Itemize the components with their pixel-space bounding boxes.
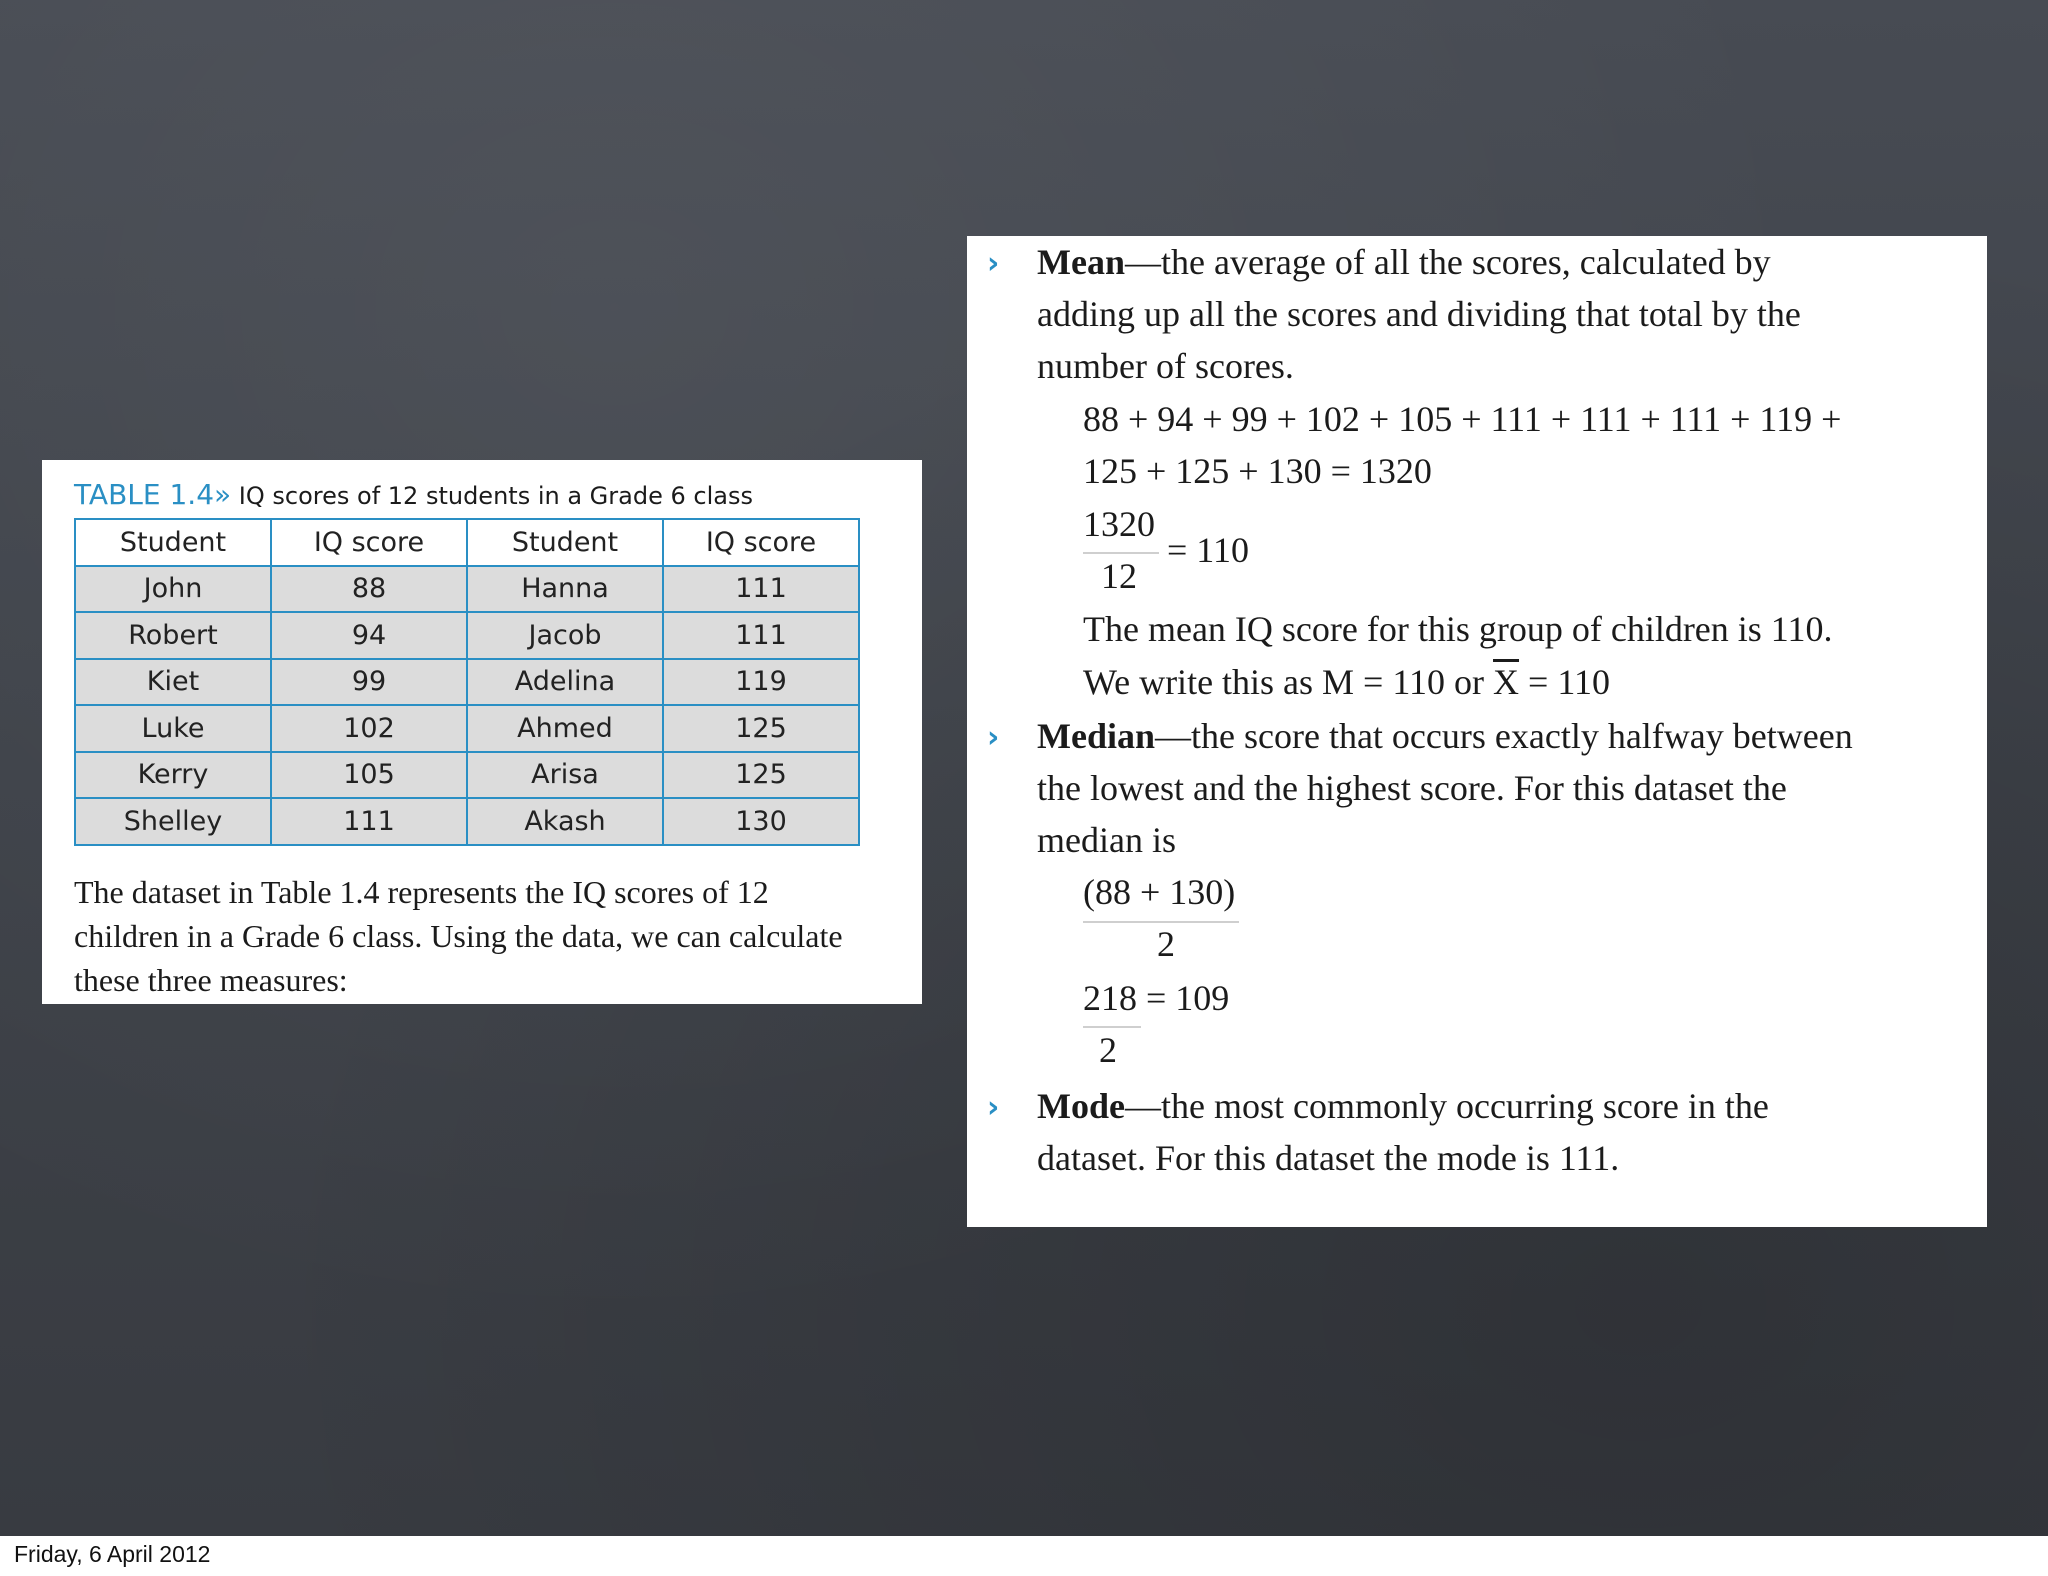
table-cell: 119 bbox=[663, 659, 859, 706]
table-header-row bbox=[75, 519, 859, 566]
mean-sum-line-2: 125 + 125 + 130 = 1320 bbox=[1083, 451, 1432, 491]
mean-result-sentence: The mean IQ score for this group of children is 110. bbox=[1083, 609, 1833, 649]
table-cell: 111 bbox=[663, 612, 859, 659]
median-definition-line-1 bbox=[1037, 710, 1853, 762]
table-card bbox=[42, 460, 922, 1004]
table-cell: Adelina bbox=[467, 659, 663, 706]
mean-definition-line-3: number of scores. bbox=[1037, 346, 1294, 386]
mean-fraction-denominator: 12 bbox=[1101, 556, 1137, 596]
table-row bbox=[75, 705, 859, 752]
mean-term: Mean bbox=[1037, 242, 1125, 282]
table-cell: Akash bbox=[467, 798, 663, 845]
table-cell: 94 bbox=[271, 612, 467, 659]
median-fraction2-denominator: 2 bbox=[1099, 1030, 1117, 1070]
mean-notation-prefix: We write this as M = 110 or bbox=[1083, 662, 1494, 702]
mean-x-bar-symbol: $\overline{X}$ bbox=[1493, 662, 1520, 702]
table-cell: Kerry bbox=[75, 752, 271, 799]
median-fraction1-numerator: (88 + 130) bbox=[1083, 872, 1236, 912]
mean-notation-suffix: = 110 bbox=[1519, 662, 1610, 702]
mode-bullet-icon: › bbox=[987, 1090, 1000, 1125]
table-cell: 88 bbox=[271, 566, 467, 613]
footer-date: Friday, 6 April 2012 bbox=[14, 1541, 211, 1567]
table-caption-text: IQ scores of 12 students in a Grade 6 class bbox=[238, 482, 753, 510]
table-cell: John bbox=[75, 566, 271, 613]
table-caption bbox=[74, 478, 753, 511]
table-cell: Arisa bbox=[467, 752, 663, 799]
mode-term: Mode bbox=[1037, 1086, 1125, 1126]
table-cell: 105 bbox=[271, 752, 467, 799]
mean-text-1: —the average of all the scores, calculated by bbox=[1124, 242, 1771, 282]
table-row bbox=[75, 752, 859, 799]
header-student-2: Student bbox=[467, 519, 663, 566]
median-text-1: —the score that occurs exactly halfway between bbox=[1155, 716, 1853, 756]
mean-notation bbox=[1083, 656, 1610, 708]
table-cell: 125 bbox=[663, 705, 859, 752]
median-term: Median bbox=[1037, 716, 1156, 756]
table-row bbox=[75, 798, 859, 845]
median-definition-line-3: median is bbox=[1037, 820, 1176, 860]
table-cell: Hanna bbox=[467, 566, 663, 613]
mean-definition-line-1 bbox=[1037, 236, 1771, 288]
table-cell: Ahmed bbox=[467, 705, 663, 752]
header-iq-score-2: IQ score bbox=[663, 519, 859, 566]
mode-definition-line-1 bbox=[1037, 1080, 1769, 1132]
measures-card bbox=[967, 236, 1987, 1227]
table-caption-tag: TABLE 1.4» bbox=[74, 478, 232, 511]
iq-scores-table bbox=[74, 518, 860, 846]
table-cell: Luke bbox=[75, 705, 271, 752]
header-iq-score-1: IQ score bbox=[271, 519, 467, 566]
table-row bbox=[75, 659, 859, 706]
table-cell: Kiet bbox=[75, 659, 271, 706]
mean-sum-line-1: 88 + 94 + 99 + 102 + 105 + 111 + 111 + 111 + 119 + bbox=[1083, 399, 1842, 439]
mode-text-1: —the most commonly occurring score in the bbox=[1124, 1086, 1769, 1126]
median-definition-line-2: the lowest and the highest score. For this dataset the bbox=[1037, 768, 1787, 808]
mode-definition-line-2: dataset. For this dataset the mode is 111. bbox=[1037, 1138, 1620, 1178]
mean-fraction-result: = 110 bbox=[1167, 530, 1249, 570]
table-cell: Robert bbox=[75, 612, 271, 659]
median-fraction2-numerator: 218 = 109 bbox=[1083, 978, 1230, 1018]
table-description-paragraph: The dataset in Table 1.4 represents the IQ scores of 12 children in a Grade 6 class. Using the data, we can calculate these three measures: bbox=[74, 874, 843, 998]
table-cell: Jacob bbox=[467, 612, 663, 659]
table-row bbox=[75, 566, 859, 613]
median-fraction1-denominator: 2 bbox=[1157, 924, 1175, 964]
mean-fraction-numerator: 1320 bbox=[1083, 504, 1155, 544]
table-cell: 130 bbox=[663, 798, 859, 845]
mean-bullet-icon: › bbox=[987, 246, 1000, 281]
mean-definition-line-2: adding up all the scores and dividing that total by the bbox=[1037, 294, 1801, 334]
table-cell: 111 bbox=[271, 798, 467, 845]
table-cell: 99 bbox=[271, 659, 467, 706]
table-cell: Shelley bbox=[75, 798, 271, 845]
median-bullet-icon: › bbox=[987, 720, 1000, 755]
table-cell: 125 bbox=[663, 752, 859, 799]
table-cell: 111 bbox=[663, 566, 859, 613]
table-cell: 102 bbox=[271, 705, 467, 752]
header-student-1: Student bbox=[75, 519, 271, 566]
table-row bbox=[75, 612, 859, 659]
